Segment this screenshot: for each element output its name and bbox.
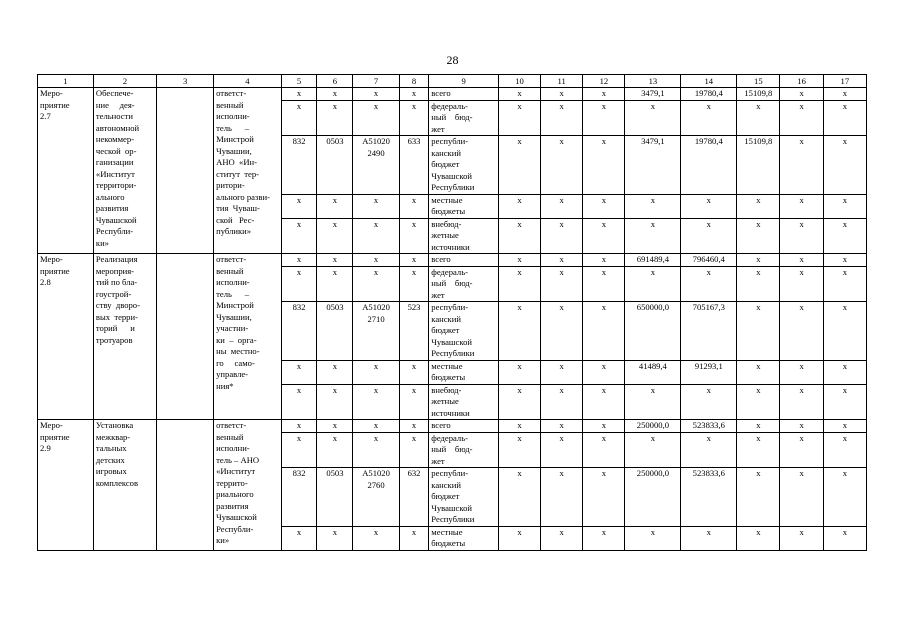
table-cell: x [399, 218, 429, 254]
table-cell: 0503 [317, 136, 353, 195]
table-cell: 91293,1 [681, 360, 737, 384]
funding-source-cell: федераль- ный бюд- жет [429, 432, 499, 468]
funding-source-cell: федераль- ный бюд- жет [429, 266, 499, 302]
table-cell: x [353, 360, 399, 384]
table-cell: 250000,0 [625, 420, 681, 433]
table-row [38, 88, 867, 101]
table-cell: 3479,1 [625, 136, 681, 195]
table-cell: x [823, 360, 866, 384]
funding-source-cell: всего [429, 420, 499, 433]
table-cell: x [681, 194, 737, 218]
table-cell: 832 [281, 302, 317, 361]
table-cell: x [541, 420, 583, 433]
participant-cell [157, 254, 214, 420]
table-cell: x [498, 254, 540, 267]
table-cell: 19780,4 [681, 136, 737, 195]
column-number: 16 [780, 75, 823, 88]
table-cell: x [737, 468, 780, 527]
activity-number-cell: Меро- приятие 2.8 [38, 254, 94, 420]
table-cell: А51020 2490 [353, 136, 399, 195]
table-cell: x [399, 432, 429, 468]
table-cell: x [541, 468, 583, 527]
table-cell: x [353, 420, 399, 433]
table-cell: x [281, 218, 317, 254]
table-cell: x [823, 432, 866, 468]
column-number: 6 [317, 75, 353, 88]
table-cell: 523833,6 [681, 420, 737, 433]
activity-name-cell: Установка межквар- тальных детских игровых комплексов [93, 420, 156, 551]
table-cell: x [498, 420, 540, 433]
activity-number-cell: Меро- приятие 2.9 [38, 420, 94, 551]
table-cell: x [737, 384, 780, 420]
table-cell: 633 [399, 136, 429, 195]
table-cell: x [823, 302, 866, 361]
column-number: 10 [498, 75, 540, 88]
table-cell: x [625, 266, 681, 302]
table-cell: 832 [281, 468, 317, 527]
table-cell: x [317, 432, 353, 468]
table-cell: x [541, 384, 583, 420]
funding-source-cell: республи- канский бюджет Чувашской Республики [429, 302, 499, 361]
table-cell: x [281, 254, 317, 267]
column-number: 2 [93, 75, 156, 88]
table-cell: x [541, 526, 583, 550]
table-cell: x [583, 420, 625, 433]
table-cell: 0503 [317, 468, 353, 527]
table-cell: x [780, 194, 823, 218]
table-cell: x [353, 100, 399, 136]
table-cell: x [353, 194, 399, 218]
funding-source-cell: республи- канский бюджет Чувашской Республики [429, 136, 499, 195]
column-number: 12 [583, 75, 625, 88]
table-cell: x [498, 218, 540, 254]
table-cell: А51020 2760 [353, 468, 399, 527]
column-number: 3 [157, 75, 214, 88]
table-cell: x [281, 432, 317, 468]
table-cell: x [498, 432, 540, 468]
table-cell: x [737, 254, 780, 267]
table-cell: x [281, 384, 317, 420]
table-cell: x [498, 468, 540, 527]
table-cell: x [823, 420, 866, 433]
participant-cell [157, 420, 214, 551]
table-cell: x [541, 88, 583, 101]
funding-source-cell: местные бюджеты [429, 526, 499, 550]
funding-source-cell: всего [429, 254, 499, 267]
table-cell: x [541, 218, 583, 254]
table-cell: x [681, 266, 737, 302]
table-cell: x [281, 194, 317, 218]
table-cell: x [583, 302, 625, 361]
table-cell: x [317, 266, 353, 302]
table-cell: x [281, 266, 317, 302]
table-cell: x [399, 88, 429, 101]
table-cell: x [823, 254, 866, 267]
funding-source-cell: всего [429, 88, 499, 101]
table-cell: x [281, 360, 317, 384]
table-cell: 15109,8 [737, 136, 780, 195]
table-cell: x [780, 432, 823, 468]
funding-source-cell: федераль- ный бюд- жет [429, 100, 499, 136]
table-cell: x [737, 218, 780, 254]
table-cell: x [681, 432, 737, 468]
table-cell: 796460,4 [681, 254, 737, 267]
table-cell: x [541, 100, 583, 136]
table-cell: x [737, 194, 780, 218]
funding-source-cell: местные бюджеты [429, 360, 499, 384]
table-cell: x [281, 526, 317, 550]
table-cell: x [317, 100, 353, 136]
table-cell: x [498, 136, 540, 195]
table-cell: x [583, 360, 625, 384]
table-cell: x [780, 360, 823, 384]
table-cell: x [681, 526, 737, 550]
table-cell: x [737, 266, 780, 302]
column-number: 4 [214, 75, 282, 88]
column-number: 15 [737, 75, 780, 88]
table-cell: 632 [399, 468, 429, 527]
table-cell: x [823, 384, 866, 420]
table-cell: x [317, 384, 353, 420]
table-cell: x [583, 432, 625, 468]
table-cell: x [317, 88, 353, 101]
table-cell: 832 [281, 136, 317, 195]
table-cell: x [399, 100, 429, 136]
table-cell: 523 [399, 302, 429, 361]
table-cell: x [780, 100, 823, 136]
column-number: 14 [681, 75, 737, 88]
table-cell: x [317, 420, 353, 433]
table-cell: x [399, 266, 429, 302]
table-cell: x [583, 194, 625, 218]
table-cell: x [353, 526, 399, 550]
table-cell: x [823, 88, 866, 101]
table-cell: x [498, 302, 540, 361]
funding-source-cell: внебюд- жетные источники [429, 384, 499, 420]
table-row [38, 254, 867, 267]
table-cell: x [780, 384, 823, 420]
table-cell: x [780, 88, 823, 101]
table-cell: x [780, 526, 823, 550]
table-cell: x [498, 266, 540, 302]
column-number: 11 [541, 75, 583, 88]
table-cell: x [625, 526, 681, 550]
table-cell: x [737, 526, 780, 550]
table-cell: x [780, 136, 823, 195]
table-cell: x [681, 384, 737, 420]
table-cell: x [317, 254, 353, 267]
program-activities-table [37, 74, 867, 551]
table-cell: 691489,4 [625, 254, 681, 267]
column-number: 17 [823, 75, 866, 88]
table-cell: x [823, 194, 866, 218]
table-cell: x [399, 194, 429, 218]
table-cell: x [353, 384, 399, 420]
table-cell: x [541, 432, 583, 468]
table-cell: x [498, 100, 540, 136]
table-cell: x [737, 420, 780, 433]
table-cell: x [498, 360, 540, 384]
table-cell: 650000,0 [625, 302, 681, 361]
table-cell: x [823, 218, 866, 254]
table-cell: x [541, 194, 583, 218]
table-cell: x [353, 88, 399, 101]
table-cell: x [399, 384, 429, 420]
table-cell: x [625, 100, 681, 136]
table-cell: x [541, 254, 583, 267]
table-cell: x [541, 136, 583, 195]
table-cell: x [399, 254, 429, 267]
table-row [38, 420, 867, 433]
table-cell: x [583, 218, 625, 254]
page-number: 28 [446, 53, 459, 67]
column-number-row [38, 75, 867, 88]
table-cell: x [823, 468, 866, 527]
table-cell: x [681, 100, 737, 136]
table-cell: x [780, 254, 823, 267]
funding-source-cell: республи- канский бюджет Чувашской Республики [429, 468, 499, 527]
table-cell: x [780, 468, 823, 527]
table-cell: x [583, 468, 625, 527]
responsible-executor-cell: ответст- венный исполни- тель – Минстрой Чувашии, участни- ки – орга- ны местно- го само- управле- ния* [214, 254, 282, 420]
table-cell: x [317, 194, 353, 218]
table-cell: x [823, 136, 866, 195]
table-cell: x [583, 526, 625, 550]
table-cell: x [399, 360, 429, 384]
table-cell: x [780, 302, 823, 361]
responsible-executor-cell: ответст- венный исполни- тель – АНО «Институт террито- риального развития Чувашской Республи- ки» [214, 420, 282, 551]
table-cell: x [625, 432, 681, 468]
participant-cell [157, 88, 214, 254]
table-cell: x [541, 266, 583, 302]
table-cell: x [317, 526, 353, 550]
funding-source-cell: внебюд- жетные источники [429, 218, 499, 254]
column-number: 9 [429, 75, 499, 88]
table-cell: x [780, 266, 823, 302]
table-cell: x [281, 100, 317, 136]
table-cell: x [317, 218, 353, 254]
table-cell: x [353, 432, 399, 468]
table-cell: x [583, 254, 625, 267]
column-number: 7 [353, 75, 399, 88]
table-cell: x [353, 266, 399, 302]
table-cell: x [583, 88, 625, 101]
table-cell: x [823, 100, 866, 136]
table-cell: x [353, 218, 399, 254]
table-cell: x [625, 384, 681, 420]
responsible-executor-cell: ответст- венный исполни- тель – Минстрой Чувашии, АНО «Ин- ститут тер- ритори- ального разви- тия Чуваш- ской Рес- публики» [214, 88, 282, 254]
table-cell: 3479,1 [625, 88, 681, 101]
table-cell: x [625, 194, 681, 218]
table-cell: 250000,0 [625, 468, 681, 527]
table-cell: x [780, 218, 823, 254]
column-number: 5 [281, 75, 317, 88]
table-cell: 19780,4 [681, 88, 737, 101]
table-cell: x [823, 266, 866, 302]
table-cell: x [583, 266, 625, 302]
table-cell: x [681, 218, 737, 254]
table-cell: x [737, 100, 780, 136]
table-cell: x [737, 432, 780, 468]
table-cell: x [498, 88, 540, 101]
table-cell: x [281, 420, 317, 433]
table-cell: x [353, 254, 399, 267]
table-cell: x [737, 360, 780, 384]
table-cell: x [399, 526, 429, 550]
table-cell: x [780, 420, 823, 433]
table-cell: x [317, 360, 353, 384]
table-cell: x [541, 302, 583, 361]
table-cell: x [498, 194, 540, 218]
table-cell: x [583, 100, 625, 136]
table-cell: x [823, 526, 866, 550]
column-number: 13 [625, 75, 681, 88]
activity-name-cell: Обеспече- ние дея- тельности автономной некоммер- ческой ор- ганизации «Институт территори- ального развития Чувашской Республи- ки» [93, 88, 156, 254]
table-cell: 523833,6 [681, 468, 737, 527]
activity-name-cell: Реализация мероприя- тий по бла- гоустрой- ству дворо- вых терри- торий и тротуаров [93, 254, 156, 420]
table-cell: x [498, 526, 540, 550]
table-cell: 41489,4 [625, 360, 681, 384]
table-cell: x [399, 420, 429, 433]
funding-source-cell: местные бюджеты [429, 194, 499, 218]
column-number: 1 [38, 75, 94, 88]
table-cell: 15109,8 [737, 88, 780, 101]
table-cell: x [541, 360, 583, 384]
column-number: 8 [399, 75, 429, 88]
table-cell: x [625, 218, 681, 254]
table-cell: x [583, 136, 625, 195]
table-cell: А51020 2710 [353, 302, 399, 361]
table-cell: x [281, 88, 317, 101]
table-cell: x [583, 384, 625, 420]
table-cell: 705167,3 [681, 302, 737, 361]
table-cell: 0503 [317, 302, 353, 361]
activity-number-cell: Меро- приятие 2.7 [38, 88, 94, 254]
table-cell: x [498, 384, 540, 420]
table-cell: x [737, 302, 780, 361]
